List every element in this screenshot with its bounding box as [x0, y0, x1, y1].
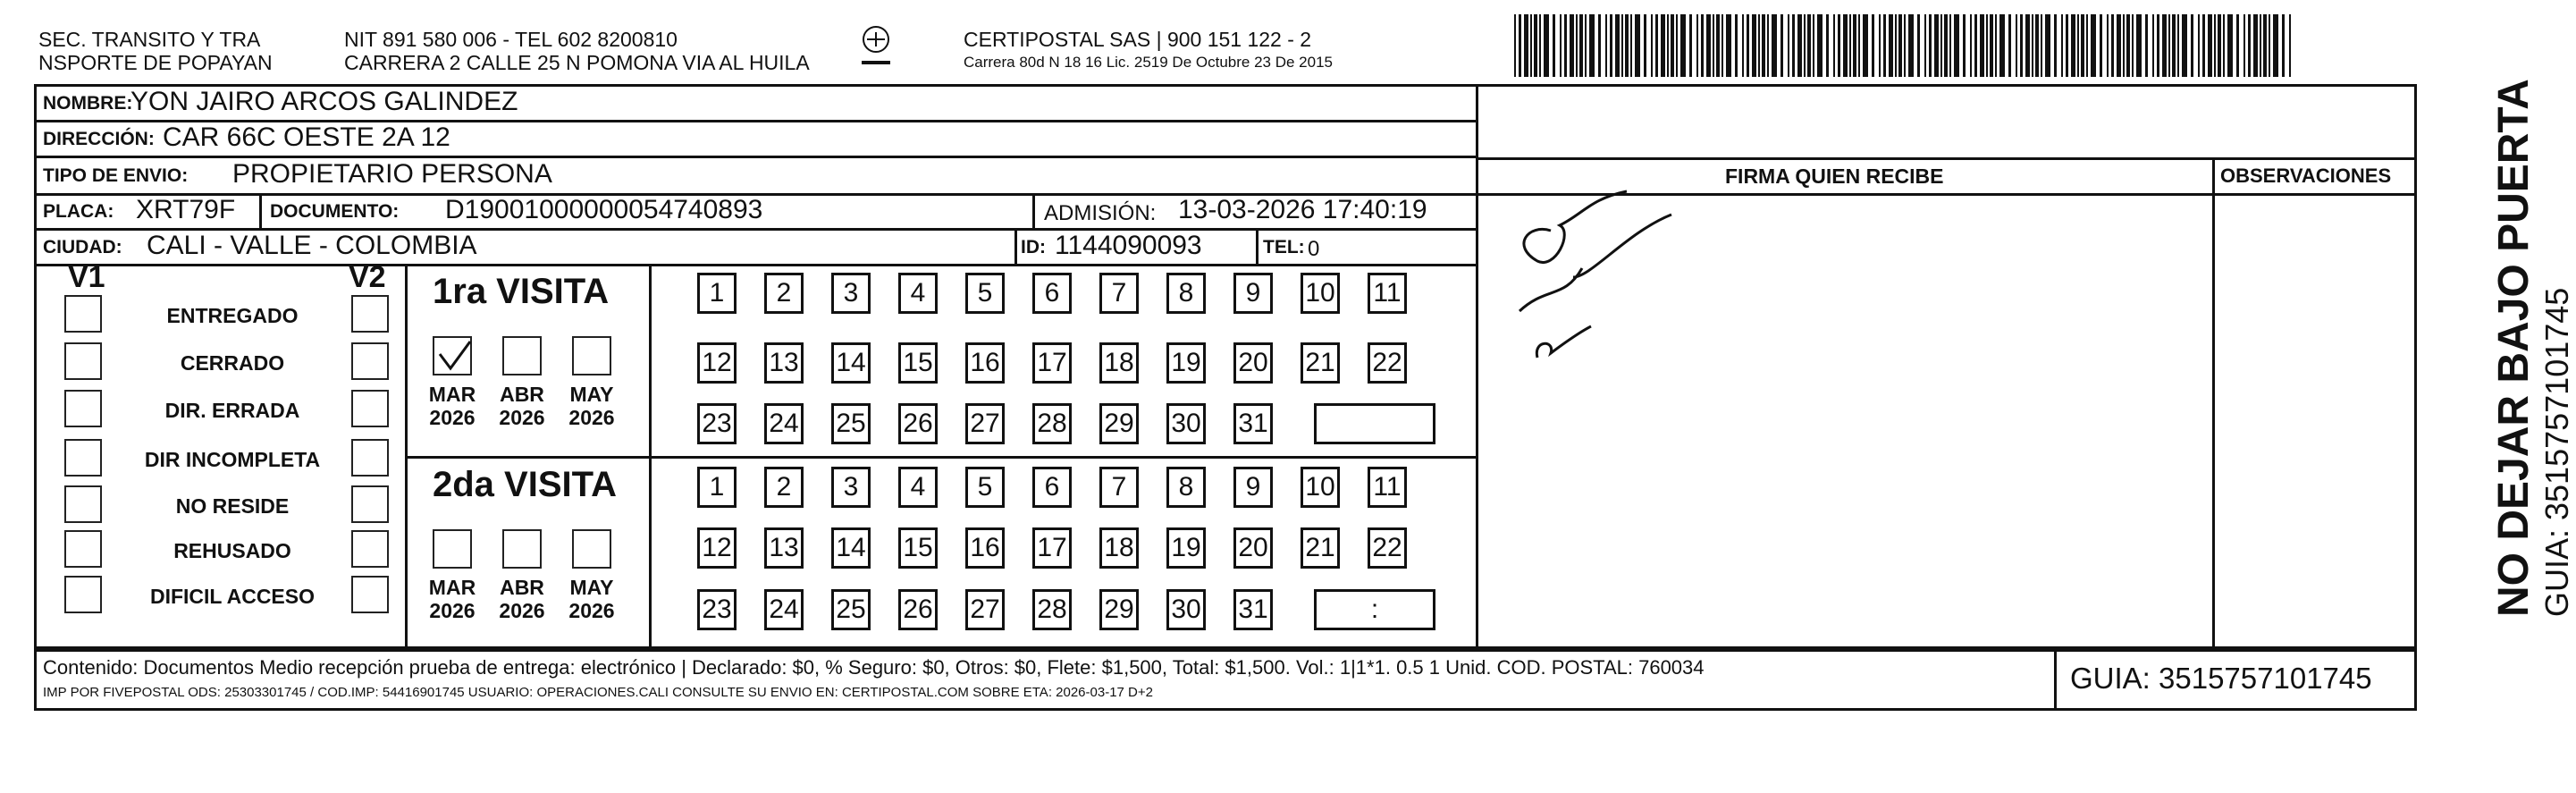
month-checkbox[interactable] — [502, 336, 542, 375]
sender-line-1: SEC. TRANSITO Y TRA — [38, 28, 261, 51]
month-name: MAY — [569, 576, 614, 599]
day-box[interactable]: 3 — [831, 273, 871, 314]
address-line: CARRERA 2 CALLE 25 N POMONA VIA AL HUILA — [344, 51, 810, 74]
month-year: 2026 — [568, 599, 615, 622]
month-label — [425, 383, 479, 429]
sender-line-2: NSPORTE DE POPAYAN — [38, 51, 273, 74]
day-box[interactable]: 14 — [831, 342, 871, 384]
day-box[interactable]: 10 — [1301, 273, 1340, 314]
month-name: ABR — [500, 383, 544, 406]
nit-line: NIT 891 580 006 - TEL 602 8200810 — [344, 28, 678, 51]
v2-checkbox[interactable] — [351, 485, 389, 523]
v2-label: V2 — [349, 260, 386, 294]
v2-checkbox[interactable] — [351, 390, 389, 427]
status-option-label: DIFICIL ACCESO — [149, 585, 315, 608]
v1-checkbox[interactable] — [64, 530, 102, 568]
v1-checkbox[interactable] — [64, 390, 102, 427]
day-box[interactable]: 22 — [1368, 527, 1407, 569]
day-box[interactable]: 31 — [1233, 403, 1273, 444]
main-divider — [1476, 84, 1478, 649]
day-box[interactable]: 11 — [1368, 467, 1407, 508]
day-box[interactable]: 25 — [831, 403, 871, 444]
tipo-envio-value: PROPIETARIO PERSONA — [232, 159, 552, 189]
day-box[interactable]: 15 — [898, 527, 938, 569]
day-box[interactable]: 3 — [831, 467, 871, 508]
day-box[interactable]: 19 — [1166, 527, 1206, 569]
day-box[interactable]: 14 — [831, 527, 871, 569]
day-box[interactable]: 21 — [1301, 342, 1340, 384]
month-label — [495, 383, 549, 429]
check-mark-icon — [434, 338, 474, 377]
day-box[interactable]: 9 — [1233, 467, 1273, 508]
day-box[interactable]: 20 — [1233, 342, 1273, 384]
tel-value: 0 — [1308, 237, 1320, 261]
month-checkbox[interactable] — [433, 336, 472, 375]
day-box[interactable]: 26 — [898, 403, 938, 444]
day-box[interactable]: 17 — [1032, 527, 1072, 569]
v1-checkbox[interactable] — [64, 439, 102, 477]
month-name: MAY — [569, 383, 614, 406]
day-box[interactable]: 8 — [1166, 273, 1206, 314]
day-box[interactable]: 21 — [1301, 527, 1340, 569]
placa-label: PLACA: — [43, 201, 114, 222]
day-box[interactable]: 2 — [764, 273, 804, 314]
day-box[interactable]: 28 — [1032, 589, 1072, 630]
day-box[interactable]: 20 — [1233, 527, 1273, 569]
time-box[interactable]: : — [1314, 589, 1435, 630]
firma-label: FIRMA QUIEN RECIBE — [1725, 165, 1944, 188]
month-name: ABR — [500, 576, 544, 599]
documento-value: D19001000000054740893 — [445, 195, 763, 224]
v2-checkbox[interactable] — [351, 439, 389, 477]
tipo-envio-label: TIPO DE ENVIO: — [43, 165, 189, 186]
direccion-label: DIRECCIÓN: — [43, 129, 155, 149]
day-box[interactable]: 29 — [1099, 403, 1139, 444]
day-box[interactable]: 23 — [697, 589, 737, 630]
month-checkbox[interactable] — [502, 529, 542, 569]
footer-guia: GUIA: 3515757101745 — [2070, 662, 2372, 695]
day-box[interactable]: 24 — [764, 403, 804, 444]
v1-label: V1 — [68, 260, 105, 294]
status-option-label: DIR. ERRADA — [164, 399, 300, 422]
day-box[interactable]: 27 — [965, 403, 1005, 444]
month-label — [425, 576, 479, 622]
day-box[interactable]: 13 — [764, 342, 804, 384]
status-option-label: ENTREGADO — [166, 304, 299, 327]
day-box[interactable]: 30 — [1166, 403, 1206, 444]
ciudad-value: CALI - VALLE - COLOMBIA — [147, 231, 477, 260]
barcode — [1511, 11, 2297, 80]
month-label — [565, 576, 619, 622]
day-box[interactable]: 6 — [1032, 467, 1072, 508]
month-year: 2026 — [499, 599, 545, 622]
month-name: MAR — [428, 383, 476, 406]
day-box[interactable]: 11 — [1368, 273, 1407, 314]
side-guia: GUIA: 3515757101745 — [2538, 287, 2575, 617]
v2-checkbox[interactable] — [351, 530, 389, 568]
admision-label: ADMISIÓN: — [1044, 201, 1157, 225]
status-option-label: NO RESIDE — [175, 494, 290, 518]
day-box[interactable]: 30 — [1166, 589, 1206, 630]
v2-checkbox[interactable] — [351, 576, 389, 613]
recipient-signature — [1502, 161, 1734, 393]
direccion-value: CAR 66C OESTE 2A 12 — [163, 122, 450, 152]
day-box[interactable]: 23 — [697, 403, 737, 444]
day-box[interactable]: 16 — [965, 342, 1005, 384]
time-box[interactable] — [1314, 403, 1435, 444]
v2-checkbox[interactable] — [351, 295, 389, 333]
month-name: MAR — [428, 576, 476, 599]
day-box[interactable]: 7 — [1099, 467, 1139, 508]
month-year: 2026 — [429, 599, 476, 622]
month-checkbox[interactable] — [433, 529, 472, 569]
contenido-line: Contenido: Documentos Medio recepción prueba de entrega: electrónico | Declarado: $0, % Seguro: $0, Otros: $0, Flete: $1,500, Total: $1,500. Vol.: 1|1*1. 0.5 1 Unid. COD. POSTAL: 760034 — [43, 656, 1705, 679]
day-box[interactable]: 18 — [1099, 342, 1139, 384]
day-box[interactable]: 7 — [1099, 273, 1139, 314]
day-box[interactable]: 12 — [697, 342, 737, 384]
license-line: Carrera 80d N 18 16 Lic. 2519 De Octubre 23 De 2015 — [964, 54, 1333, 71]
day-box[interactable]: 5 — [965, 273, 1005, 314]
company-line: CERTIPOSTAL SAS | 900 151 122 - 2 — [964, 28, 1312, 51]
day-box[interactable]: 2 — [764, 467, 804, 508]
day-box[interactable]: 17 — [1032, 342, 1072, 384]
month-label — [565, 383, 619, 429]
documento-label: DOCUMENTO: — [270, 201, 400, 222]
day-box[interactable]: 4 — [898, 467, 938, 508]
day-box[interactable]: 24 — [764, 589, 804, 630]
v1-checkbox[interactable] — [64, 295, 102, 333]
day-box[interactable]: 19 — [1166, 342, 1206, 384]
certipostal-logo — [858, 23, 894, 73]
day-box[interactable]: 28 — [1032, 403, 1072, 444]
month-label — [495, 576, 549, 622]
day-box[interactable]: 26 — [898, 589, 938, 630]
month-checkbox[interactable] — [572, 529, 611, 569]
v1-checkbox[interactable] — [64, 485, 102, 523]
day-box[interactable]: 22 — [1368, 342, 1407, 384]
day-box[interactable]: 4 — [898, 273, 938, 314]
ciudad-label: CIUDAD: — [43, 237, 122, 257]
day-box[interactable]: 1 — [697, 467, 737, 508]
day-box[interactable]: 5 — [965, 467, 1005, 508]
imp-line: IMP POR FIVEPOSTAL ODS: 25303301745 / COD.IMP: 54416901745 USUARIO: OPERACIONES.CALI CONSULTE SU ENVIO EN: CERTIPOSTAL.COM SOBRE ETA: 2026-03-17 D+2 — [43, 685, 1153, 700]
day-box[interactable]: 9 — [1233, 273, 1273, 314]
id-label: ID: — [1021, 237, 1046, 257]
day-box[interactable]: 18 — [1099, 527, 1139, 569]
month-checkbox[interactable] — [572, 336, 611, 375]
day-box[interactable]: 16 — [965, 527, 1005, 569]
visit-1-title: 1ra VISITA — [433, 272, 610, 311]
visit-2-title: 2da VISITA — [433, 465, 617, 504]
day-box[interactable]: 10 — [1301, 467, 1340, 508]
v1-checkbox[interactable] — [64, 342, 102, 380]
tel-label: TEL: — [1263, 237, 1305, 257]
status-option-label: CERRADO — [180, 351, 285, 375]
day-box[interactable]: 1 — [697, 273, 737, 314]
observaciones-label: OBSERVACIONES — [2220, 165, 2392, 187]
v1-checkbox[interactable] — [64, 576, 102, 613]
day-box[interactable]: 6 — [1032, 273, 1072, 314]
status-option-label: REHUSADO — [173, 539, 291, 562]
day-box[interactable]: 13 — [764, 527, 804, 569]
day-box[interactable]: 12 — [697, 527, 737, 569]
v2-checkbox[interactable] — [351, 342, 389, 380]
admision-value: 13-03-2026 17:40:19 — [1178, 195, 1427, 224]
day-box[interactable]: 29 — [1099, 589, 1139, 630]
month-year: 2026 — [499, 406, 545, 429]
no-dejar-warning: NO DEJAR BAJO PUERTA — [2490, 79, 2538, 617]
nombre-label: NOMBRE: — [43, 93, 133, 114]
month-year: 2026 — [568, 406, 615, 429]
month-year: 2026 — [429, 406, 476, 429]
day-box[interactable]: 25 — [831, 589, 871, 630]
day-box[interactable]: 15 — [898, 342, 938, 384]
id-value: 1144090093 — [1055, 231, 1202, 260]
day-box[interactable]: 27 — [965, 589, 1005, 630]
day-box[interactable]: 31 — [1233, 589, 1273, 630]
nombre-value: YON JAIRO ARCOS GALINDEZ — [130, 87, 518, 116]
status-option-label: DIR INCOMPLETA — [144, 448, 321, 471]
placa-value: XRT79F — [136, 195, 236, 224]
day-box[interactable]: 8 — [1166, 467, 1206, 508]
